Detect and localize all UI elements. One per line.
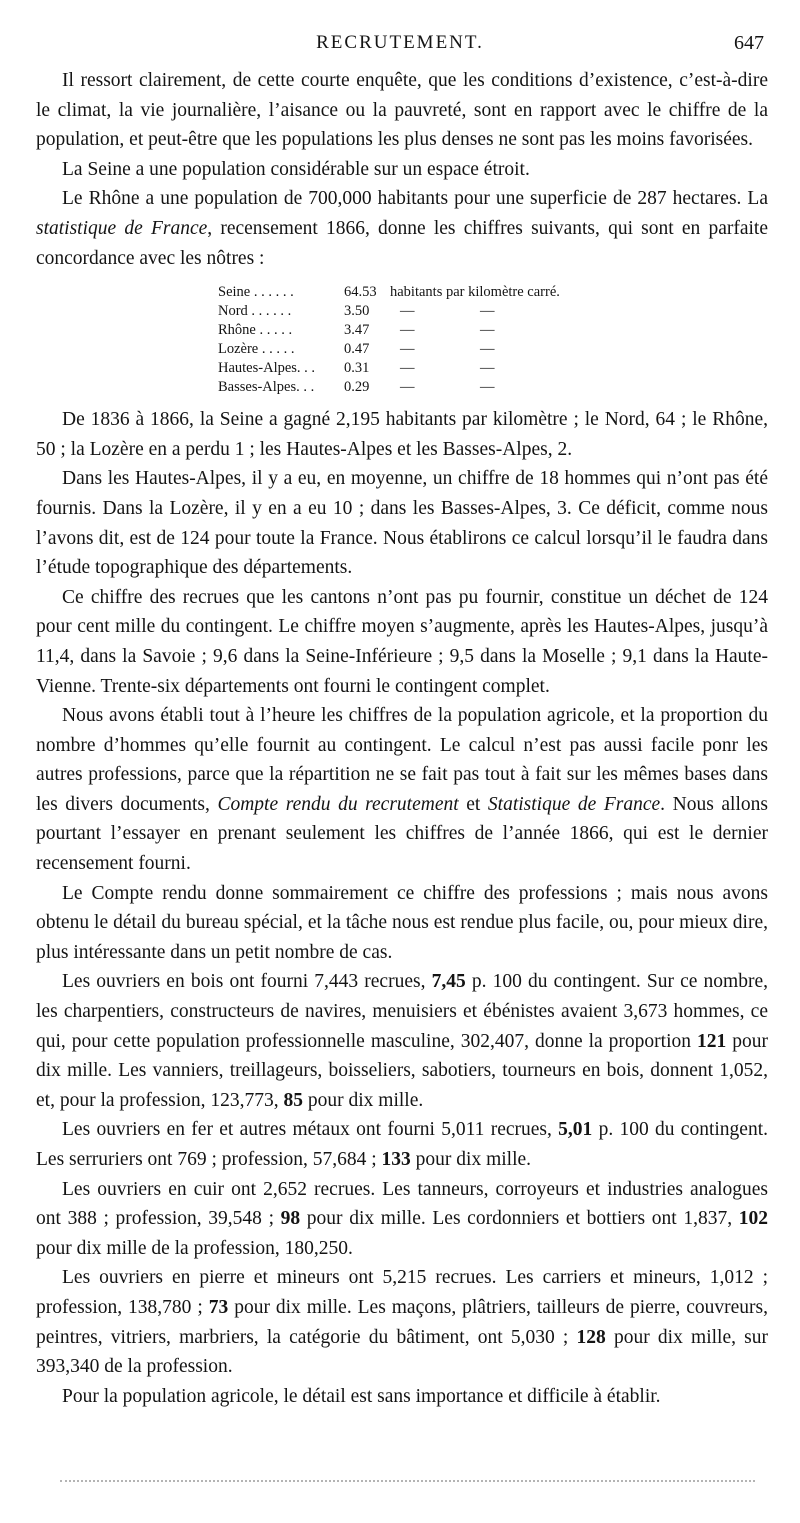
text-run: , recensement 1866, donne les chiffres suivants, qui sont en parfaite concordance avec les nôtres :	[36, 217, 768, 269]
department-name: Hautes-Alpes. . .	[218, 360, 316, 377]
paragraph-seine: La Seine a une population considérable sur un espace étroit.	[62, 158, 530, 180]
bold-figure: 128	[576, 1326, 606, 1348]
paragraph-recrues: Ce chiffre des recrues que les cantons n’ont pas pu fournir, constitue un déchet de 124 pour cent mille du contingent. Le chiffre moyen s’augmente, après les Hautes-Alpes, jusqu’à 11,4, dans la Savoie ; 9,6 dans la Seine-Inférieure ; 9,5 dans la Moselle ; 9,1 dans la Haute-Vienne. Trente-six départements ont fourni le contingent complet.	[36, 586, 768, 697]
text-run: p. 100 du contingent. Sur ce nombre, les charpentiers, constructeurs de navires, menuisiers et ébénistes avaient 3,673 hommes, ce qui, pour cette population professionnelle masculine, 302,407, donne la proportion	[36, 971, 768, 1052]
italic-title: Statistique de France	[487, 793, 661, 815]
text-run: pour dix mille, sur 393,340 de la profession.	[36, 1326, 769, 1378]
ditto-mark: —	[480, 303, 495, 320]
paragraph-agricole	[36, 701, 768, 879]
table-row	[218, 321, 570, 340]
text-run: Les ouvriers en pierre et mineurs ont 5,215 recrues. Les carriers et mineurs, 1,012 ; profession, 138,780 ;	[36, 1267, 768, 1318]
bold-figure: 133	[381, 1149, 411, 1170]
paragraph-ouvriers-bois	[36, 967, 768, 1115]
ditto-mark: —	[480, 341, 495, 358]
text-run: et	[458, 793, 488, 815]
ditto-mark: —	[480, 360, 495, 377]
ditto-mark: —	[480, 379, 495, 396]
bold-figure: 7,45	[431, 971, 466, 993]
body-text	[36, 66, 768, 1411]
paragraph-enquete: Il ressort clairement, de cette courte enquête, que les conditions d’existence, c’est-à-dire le climat, la vie journalière, l’aisance ou la pauvreté, sont en rapport avec le chiffre de la population, et peut-être que les populations les plus denses ne sont pas les moins favorisées.	[36, 70, 768, 151]
text-run: p. 100 du contingent. Les serruriers ont 769 ; profession, 57,684 ;	[36, 1119, 768, 1170]
department-name: Rhône . . . . .	[218, 322, 293, 339]
department-name: Lozère . . . . .	[218, 341, 295, 358]
density-value: 0.29	[344, 379, 370, 396]
text-run: pour dix mille de la profession, 180,250.	[36, 1237, 353, 1259]
department-name: Basses-Alpes. . .	[218, 379, 315, 396]
density-value: 0.47	[344, 341, 370, 358]
table-row	[218, 340, 570, 359]
density-value: 0.31	[344, 360, 370, 377]
ditto-mark: —	[480, 322, 495, 339]
department-name: Seine . . . . . .	[218, 284, 294, 301]
running-title: RECRUTEMENT.	[316, 32, 484, 53]
table-row	[218, 359, 570, 378]
italic-title: statistique de France	[36, 217, 208, 239]
paragraph-gain: De 1836 à 1866, la Seine a gagné 2,195 habitants par kilomètre ; le Nord, 64 ; le Rhône, 50 ; la Lozère en a perdu 1 ; les Hautes-Alpes et les Basses-Alpes, 2.	[36, 409, 768, 460]
paragraph-ouvriers-pierre	[36, 1263, 768, 1381]
bold-figure: 5,01	[558, 1119, 593, 1141]
density-value: 64.53	[344, 284, 377, 301]
bold-figure: 98	[280, 1208, 301, 1230]
text-run: Les ouvriers en fer et autres métaux ont fourni 5,011 recrues,	[62, 1119, 559, 1141]
text-run: Le Rhône a une population de 700,000 habitants pour une superficie de 287 hectares. La	[62, 188, 768, 210]
table-row	[218, 378, 570, 397]
bottom-dotted-rule	[60, 1480, 755, 1482]
text-run: Nous avons établi tout à l’heure les chiffres de la population agricole, et la proportion du nombre d’hommes qu’elle fournit au contingent. Le calcul n’est pas aussi facile ponr les autres professions, parce que la répartition ne se fait pas tout à fait sur les mêmes bases dans les divers documents,	[36, 705, 768, 815]
text-run: pour dix mille. Les maçons, plâtriers, tailleurs de pierre, couvreurs, peintres, vitriers, marbriers, la catégorie du bâtiment, ont 5,030 ;	[36, 1296, 769, 1348]
density-value: 3.47	[344, 322, 370, 339]
bold-figure: 85	[283, 1089, 304, 1111]
ditto-mark: —	[400, 379, 415, 396]
text-run: . Nous allons pourtant l’essayer en prenant seulement les chiffres de l’année 1866, qui est le dernier recensement fourni.	[36, 793, 768, 875]
bold-figure: 73	[208, 1296, 229, 1318]
paragraph-rhone	[36, 184, 768, 273]
density-value: 3.50	[344, 303, 370, 320]
ditto-mark: —	[400, 303, 415, 320]
text-run: Les ouvriers en bois ont fourni 7,443 recrues,	[62, 971, 432, 993]
density-table	[218, 283, 570, 397]
text-run: pour dix mille.	[410, 1149, 532, 1170]
department-name: Nord . . . . . .	[218, 303, 292, 320]
paragraph-final: Pour la population agricole, le détail est sans importance et difficile à établir.	[62, 1385, 661, 1407]
paragraph-compte-rendu: Le Compte rendu donne sommairement ce chiffre des professions ; mais nous avons obtenu le détail du bureau spécial, et la tâche nous est rendue plus facile, ou, pour mieux dire, plus intéressante dans un petit nombre de cas.	[36, 882, 768, 963]
running-head	[36, 32, 764, 60]
text-run: pour dix mille. Les cordonniers et bottiers ont 1,837,	[300, 1208, 739, 1230]
text-run: pour dix mille. Les vanniers, treillageurs, boisseliers, sabotiers, tourneurs en bois, donnent 1,052, et, pour la profession, 123,773,	[36, 1030, 768, 1111]
bold-figure: 121	[697, 1030, 727, 1052]
bold-figure: 102	[738, 1208, 768, 1230]
text-run: Les ouvriers en cuir ont 2,652 recrues. Les tanneurs, corroyeurs et industries analogues ont 388 ; profession, 39,548 ;	[36, 1178, 768, 1230]
ditto-mark: —	[400, 360, 415, 377]
paragraph-ouvriers-fer	[36, 1115, 768, 1174]
paragraph-ouvriers-cuir	[36, 1175, 768, 1264]
italic-title: Compte rendu du recrutement	[217, 793, 459, 815]
page-number: 647	[734, 32, 764, 54]
ditto-mark: —	[400, 341, 415, 358]
paragraph-deficit: Dans les Hautes-Alpes, il y a eu, en moyenne, un chiffre de 18 hommes qui n’ont pas été fournis. Dans la Lozère, il y en a eu 10 ; dans les Basses-Alpes, 3. Ce déficit, comme nous l’avons dit, est de 124 pour toute la France. Nous établirons ce calcul lorsqu’il le faudra dans l’étude topographique des départements.	[36, 468, 768, 579]
ditto-mark: —	[400, 322, 415, 339]
table-row	[218, 283, 570, 302]
text-run: pour dix mille.	[303, 1089, 424, 1111]
table-row	[218, 302, 570, 321]
density-unit: habitants par kilomètre carré.	[390, 284, 560, 301]
